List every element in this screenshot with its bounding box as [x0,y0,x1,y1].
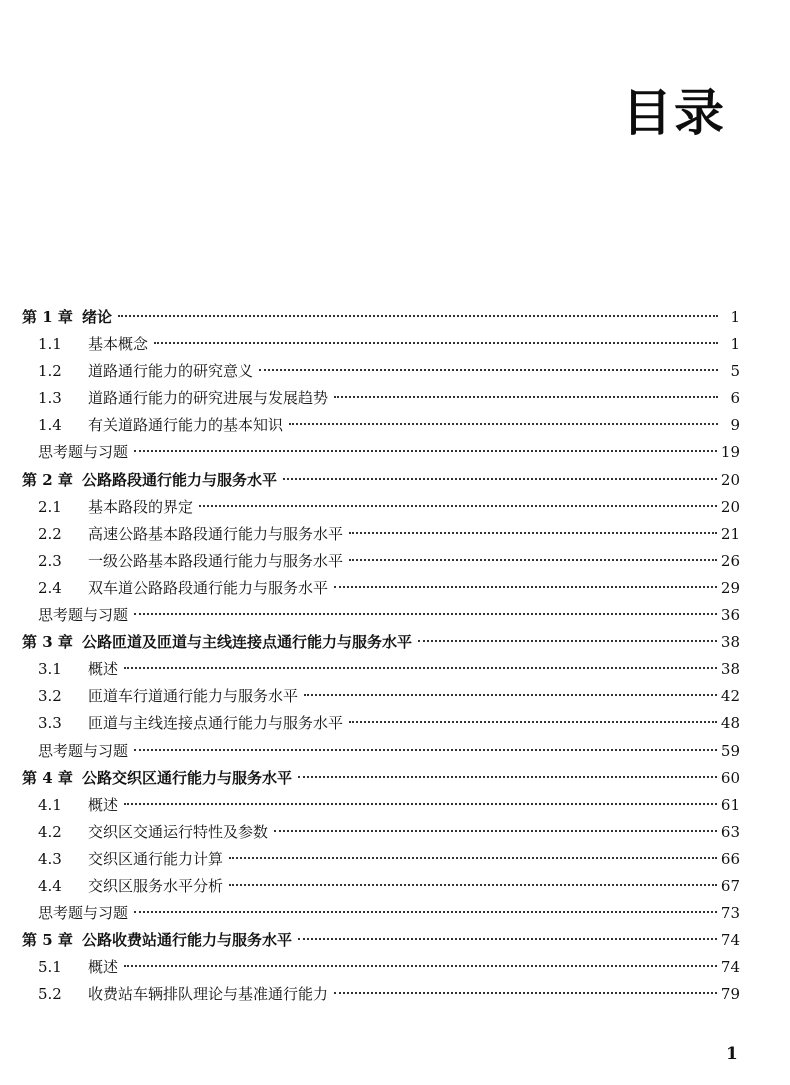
toc-section-row [22,792,740,819]
dot-leader [229,857,717,859]
toc-entry-page: 36 [720,606,740,625]
dot-leader [349,532,717,534]
toc-entry-title: 高速公路基本路段通行能力与服务水平 [88,524,344,543]
dot-leader [134,911,717,913]
toc-entry-title: 公路收费站通行能力与服务水平 [82,931,293,950]
toc-section-row [22,846,740,873]
toc-exercise-row [22,602,740,629]
toc-section-row [22,873,740,900]
toc-entry-title: 基本路段的界定 [88,497,194,516]
toc-entry-title: 公路匝道及匝道与主线连接点通行能力与服务水平 [82,633,413,652]
dot-leader [283,478,717,480]
toc-chapter-row [22,927,740,954]
dot-leader [274,830,717,832]
toc-entry-page: 73 [720,904,740,923]
toc-section-row [22,412,740,439]
toc-entry-title: 思考题与习题 [38,904,129,923]
dot-leader [259,369,718,371]
toc-section-row [22,656,740,683]
toc-section-row [22,358,740,385]
toc-entry-title: 思考题与习题 [38,443,129,462]
page-title: 目录 [622,84,726,142]
toc-entry-page: 9 [730,416,740,435]
toc-entry-number: 4.2 [38,822,62,841]
toc-entry-title: 有关道路通行能力的基本知识 [88,416,284,435]
dot-leader [334,992,717,994]
toc-section-row [22,494,740,521]
toc-entry-page: 26 [720,551,740,570]
toc-entry-number: 第 1 章 [22,308,73,326]
toc-entry-page: 74 [720,931,740,950]
page-number: 1 [726,1044,738,1064]
toc-entry-page: 67 [720,876,740,895]
toc-entry-page: 6 [730,389,740,408]
toc-chapter-row [22,629,740,656]
toc-exercise-row [22,439,740,466]
toc-entry-page: 1 [730,308,740,326]
toc-entry-page: 59 [720,741,740,760]
toc-entry-page: 20 [720,497,740,516]
toc-entry-page: 19 [720,443,740,462]
toc-entry-page: 48 [720,714,740,733]
toc-chapter-row [22,467,740,494]
toc-entry-page: 21 [720,524,740,543]
toc-entry-title: 双车道公路路段通行能力与服务水平 [88,578,329,597]
toc-entry-title: 一级公路基本路段通行能力与服务水平 [88,551,344,570]
toc-entry-number: 1.2 [38,362,62,381]
toc-entry-page: 42 [720,687,740,706]
toc-entry-number: 第 4 章 [22,768,73,787]
dot-leader [349,559,717,561]
toc-entry-title: 思考题与习题 [38,606,129,625]
toc-entry-number: 2.1 [38,497,62,516]
toc-entry-number: 第 2 章 [22,470,73,489]
dot-leader [154,342,718,344]
toc-entry-page: 79 [720,985,740,1004]
toc-entry-number: 第 3 章 [22,633,73,652]
toc-entry-number: 1.1 [38,335,62,354]
toc-section-row [22,683,740,710]
toc-entry-title: 收费站车辆排队理论与基准通行能力 [88,985,329,1004]
toc-entry-title: 交织区通行能力计算 [88,849,224,868]
toc-entry-number: 1.3 [38,389,62,408]
toc-section-row [22,331,740,358]
toc-entry-number: 5.2 [38,985,62,1004]
dot-leader [229,884,717,886]
toc-entry-title: 概述 [88,795,119,814]
toc-entry-title: 基本概念 [88,335,149,354]
toc-entry-title: 道路通行能力的研究进展与发展趋势 [88,389,329,408]
dot-leader [118,315,718,317]
dot-leader [334,396,718,398]
toc-section-row [22,575,740,602]
dot-leader [134,749,717,751]
toc-entry-title: 交织区服务水平分析 [88,876,224,895]
toc-entry-number: 2.3 [38,551,62,570]
toc-entry-title: 匝道与主线连接点通行能力与服务水平 [88,714,344,733]
dot-leader [199,505,717,507]
dot-leader [134,613,717,615]
toc-entry-title: 道路通行能力的研究意义 [88,362,254,381]
toc-entry-number: 3.1 [38,660,62,679]
dot-leader [334,586,717,588]
toc-entry-title: 绪论 [82,308,113,326]
toc-section-row [22,385,740,412]
toc-entry-title: 交织区交通运行特性及参数 [88,822,269,841]
toc-exercise-row [22,900,740,927]
toc-entry-page: 38 [720,660,740,679]
dot-leader [418,640,717,642]
dot-leader [289,423,718,425]
toc-entry-page: 63 [720,822,740,841]
toc-entry-page: 38 [720,633,740,652]
toc-entry-page: 1 [730,335,740,354]
dot-leader [298,776,717,778]
dot-leader [304,694,717,696]
toc-entry-title: 思考题与习题 [38,741,129,760]
toc-entry-title: 概述 [88,660,119,679]
dot-leader [349,721,717,723]
dot-leader [124,965,717,967]
toc-section-row [22,710,740,737]
dot-leader [298,938,717,940]
toc-entry-page: 20 [720,470,740,489]
toc-section-row [22,981,740,1008]
toc-entry-title: 公路交织区通行能力与服务水平 [82,768,293,787]
table-of-contents [22,304,740,1008]
toc-entry-number: 4.3 [38,849,62,868]
toc-entry-number: 1.4 [38,416,62,435]
toc-entry-number: 3.2 [38,687,62,706]
toc-entry-page: 29 [720,578,740,597]
toc-entry-page: 66 [720,849,740,868]
dot-leader [124,803,717,805]
toc-entry-page: 60 [720,768,740,787]
toc-entry-number: 4.4 [38,876,62,895]
toc-entry-number: 第 5 章 [22,931,73,950]
toc-chapter-row [22,765,740,792]
toc-entry-title: 公路路段通行能力与服务水平 [82,470,278,489]
toc-entry-number: 4.1 [38,795,62,814]
dot-leader [124,667,717,669]
toc-section-row [22,521,740,548]
toc-exercise-row [22,738,740,765]
toc-entry-page: 74 [720,958,740,977]
toc-entry-number: 5.1 [38,958,62,977]
toc-section-row [22,819,740,846]
toc-section-row [22,954,740,981]
toc-entry-title: 概述 [88,958,119,977]
toc-entry-number: 2.4 [38,578,62,597]
toc-entry-number: 3.3 [38,714,62,733]
dot-leader [134,450,717,452]
toc-entry-page: 5 [730,362,740,381]
toc-entry-number: 2.2 [38,524,62,543]
toc-entry-title: 匝道车行道通行能力与服务水平 [88,687,299,706]
toc-chapter-row [22,304,740,331]
toc-section-row [22,548,740,575]
toc-entry-page: 61 [720,795,740,814]
